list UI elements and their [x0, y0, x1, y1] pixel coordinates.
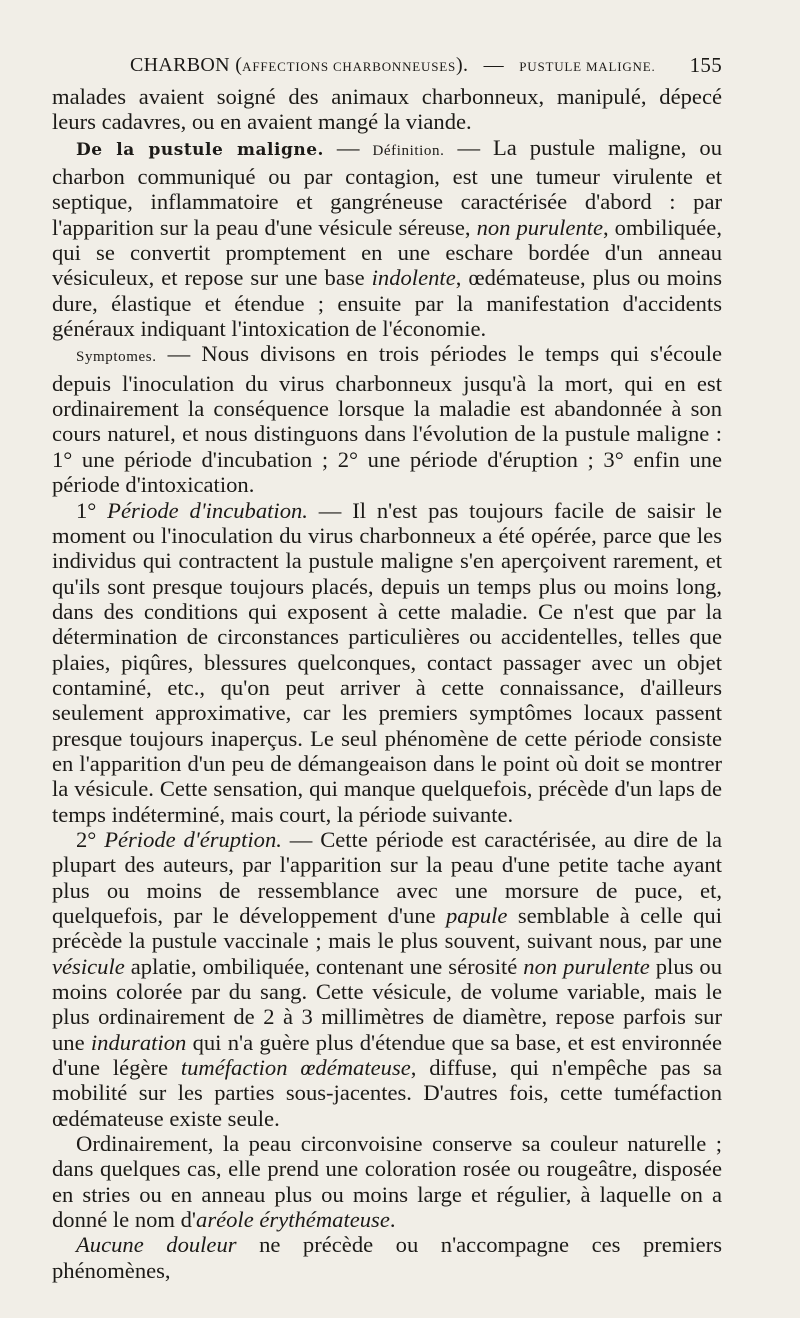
eruption-title: Période d'éruption. [104, 826, 282, 852]
paragraph-eruption: 2° Période d'éruption. — Cette période est caractérisée, au dire de la plupart des auteurs, par l'apparition sur la peau d'une petite tache ayant plus ou moins de ressemblance avec une morsure de puce, et, quelquefois, par le développement d'une papule semblable à celle qui précède la pustule vaccinale ; mais le plus souvent, suivant nous, par une vésicule aplatie, ombiliquée, contenant une sérosité non purulente plus ou moins colorée par du sang. Cette vésicule, de volume variable, mais le plus ordinairement de 2 à 3 millimètres de diamètre, repose parfois sur une induration qui n'a guère plus d'étendue que sa base, et est environnée d'une légère tuméfaction œdémateuse, diffuse, qui n'empêche pas sa mobilité sur les parties sous-jacentes. D'autres fois, cette tuméfaction œdémateuse existe seule. [52, 826, 723, 1131]
running-header [52, 50, 722, 80]
paragraph-incubation: 1° Période d'incubation. — Il n'est pas toujours facile de saisir le moment ou l'inoculation du virus charbonneux a été opérée, parce que les individus qui contractent la pustule maligne s'en aperçoivent rarement, et qu'ils sont presque toujours placés, depuis un temps plus ou moins long, dans des conditions qui exposent à cette maladie. Ce n'est que par la détermination de circonstances particulières ou accidentelles, telles que plaies, piqûres, blessures quelconques, contact passager avec un objet contaminé, etc., qu'on peut arriver à cette connaissance, d'ailleurs seulement approximative, car les premiers symptômes locaux passent presque toujours inaperçus. Le seul phénomène de cette période consiste en l'apparition d'un peu de démangeaison dans le point où doit se montrer la vésicule. Cette sensation, qui manque quelquefois, précède d'un laps de temps indéterminé, mais court, la période suivante. [52, 497, 722, 827]
section-heading: De la pustule maligne. [76, 139, 324, 160]
symptoms-label: Symptomes. [76, 349, 157, 366]
paragraph-coloration: Ordinairement, la peau circonvoisine conserve sa couleur naturelle ; dans quelques cas, elle prend une coloration rosée ou rougeâtre, disposée en stries ou en anneau plus ou moins large et régulier, à laquelle on a donné le nom d'aréole érythémateuse. [52, 1131, 722, 1233]
definition-label: Définition. [372, 142, 445, 159]
incubation-title: Période d'incubation. [107, 497, 308, 523]
paragraph-symptoms: Symptomes. — Nous divisons en trois périodes le temps qui s'écoule depuis l'inoculation du virus charbonneux jusqu'à la mort, qui en est ordinairement la conséquence lorsque la maladie est abandonnée à son cours naturel, et nous distinguons dans l'évolution de la pustule maligne : 1° une période d'incubation ; 2° une période d'éruption ; 3° enfin une période d'intoxication. [52, 341, 722, 498]
body-text [52, 84, 722, 1283]
running-subject: PUSTULE MALIGNE. [519, 58, 656, 74]
paragraph-pain: Aucune douleur ne précède ou n'accompagne ces premiers phénomènes, [52, 1232, 722, 1283]
page-number: 155 [689, 52, 722, 77]
paragraph-definition: De la pustule maligne. — Définition. — La pustule maligne, ou charbon communiqué ou par contagion, est une tumeur virulente et septique, inflammatoire et gangréneuse caractérisée d'abord : par l'apparition sur la peau d'une vésicule séreuse, non purulente, ombiliquée, qui se convertit promptement en une eschare bordée d'un anneau vésiculeux, et repose sur une base indolente, œdémateuse, plus ou moins dure, élastique et étendue ; ensuite par la manifestation d'accidents généraux indiquant l'intoxication de l'économie. [52, 134, 723, 342]
running-title: CHARBON (AFFECTIONS CHARBONNEUSES). — PUSTULE MALIGNE. [130, 53, 656, 76]
paragraph-continuation: malades avaient soigné des animaux charbonneux, manipulé, dépecé leurs cadavres, ou en avaient mangé la viande. [52, 84, 722, 135]
